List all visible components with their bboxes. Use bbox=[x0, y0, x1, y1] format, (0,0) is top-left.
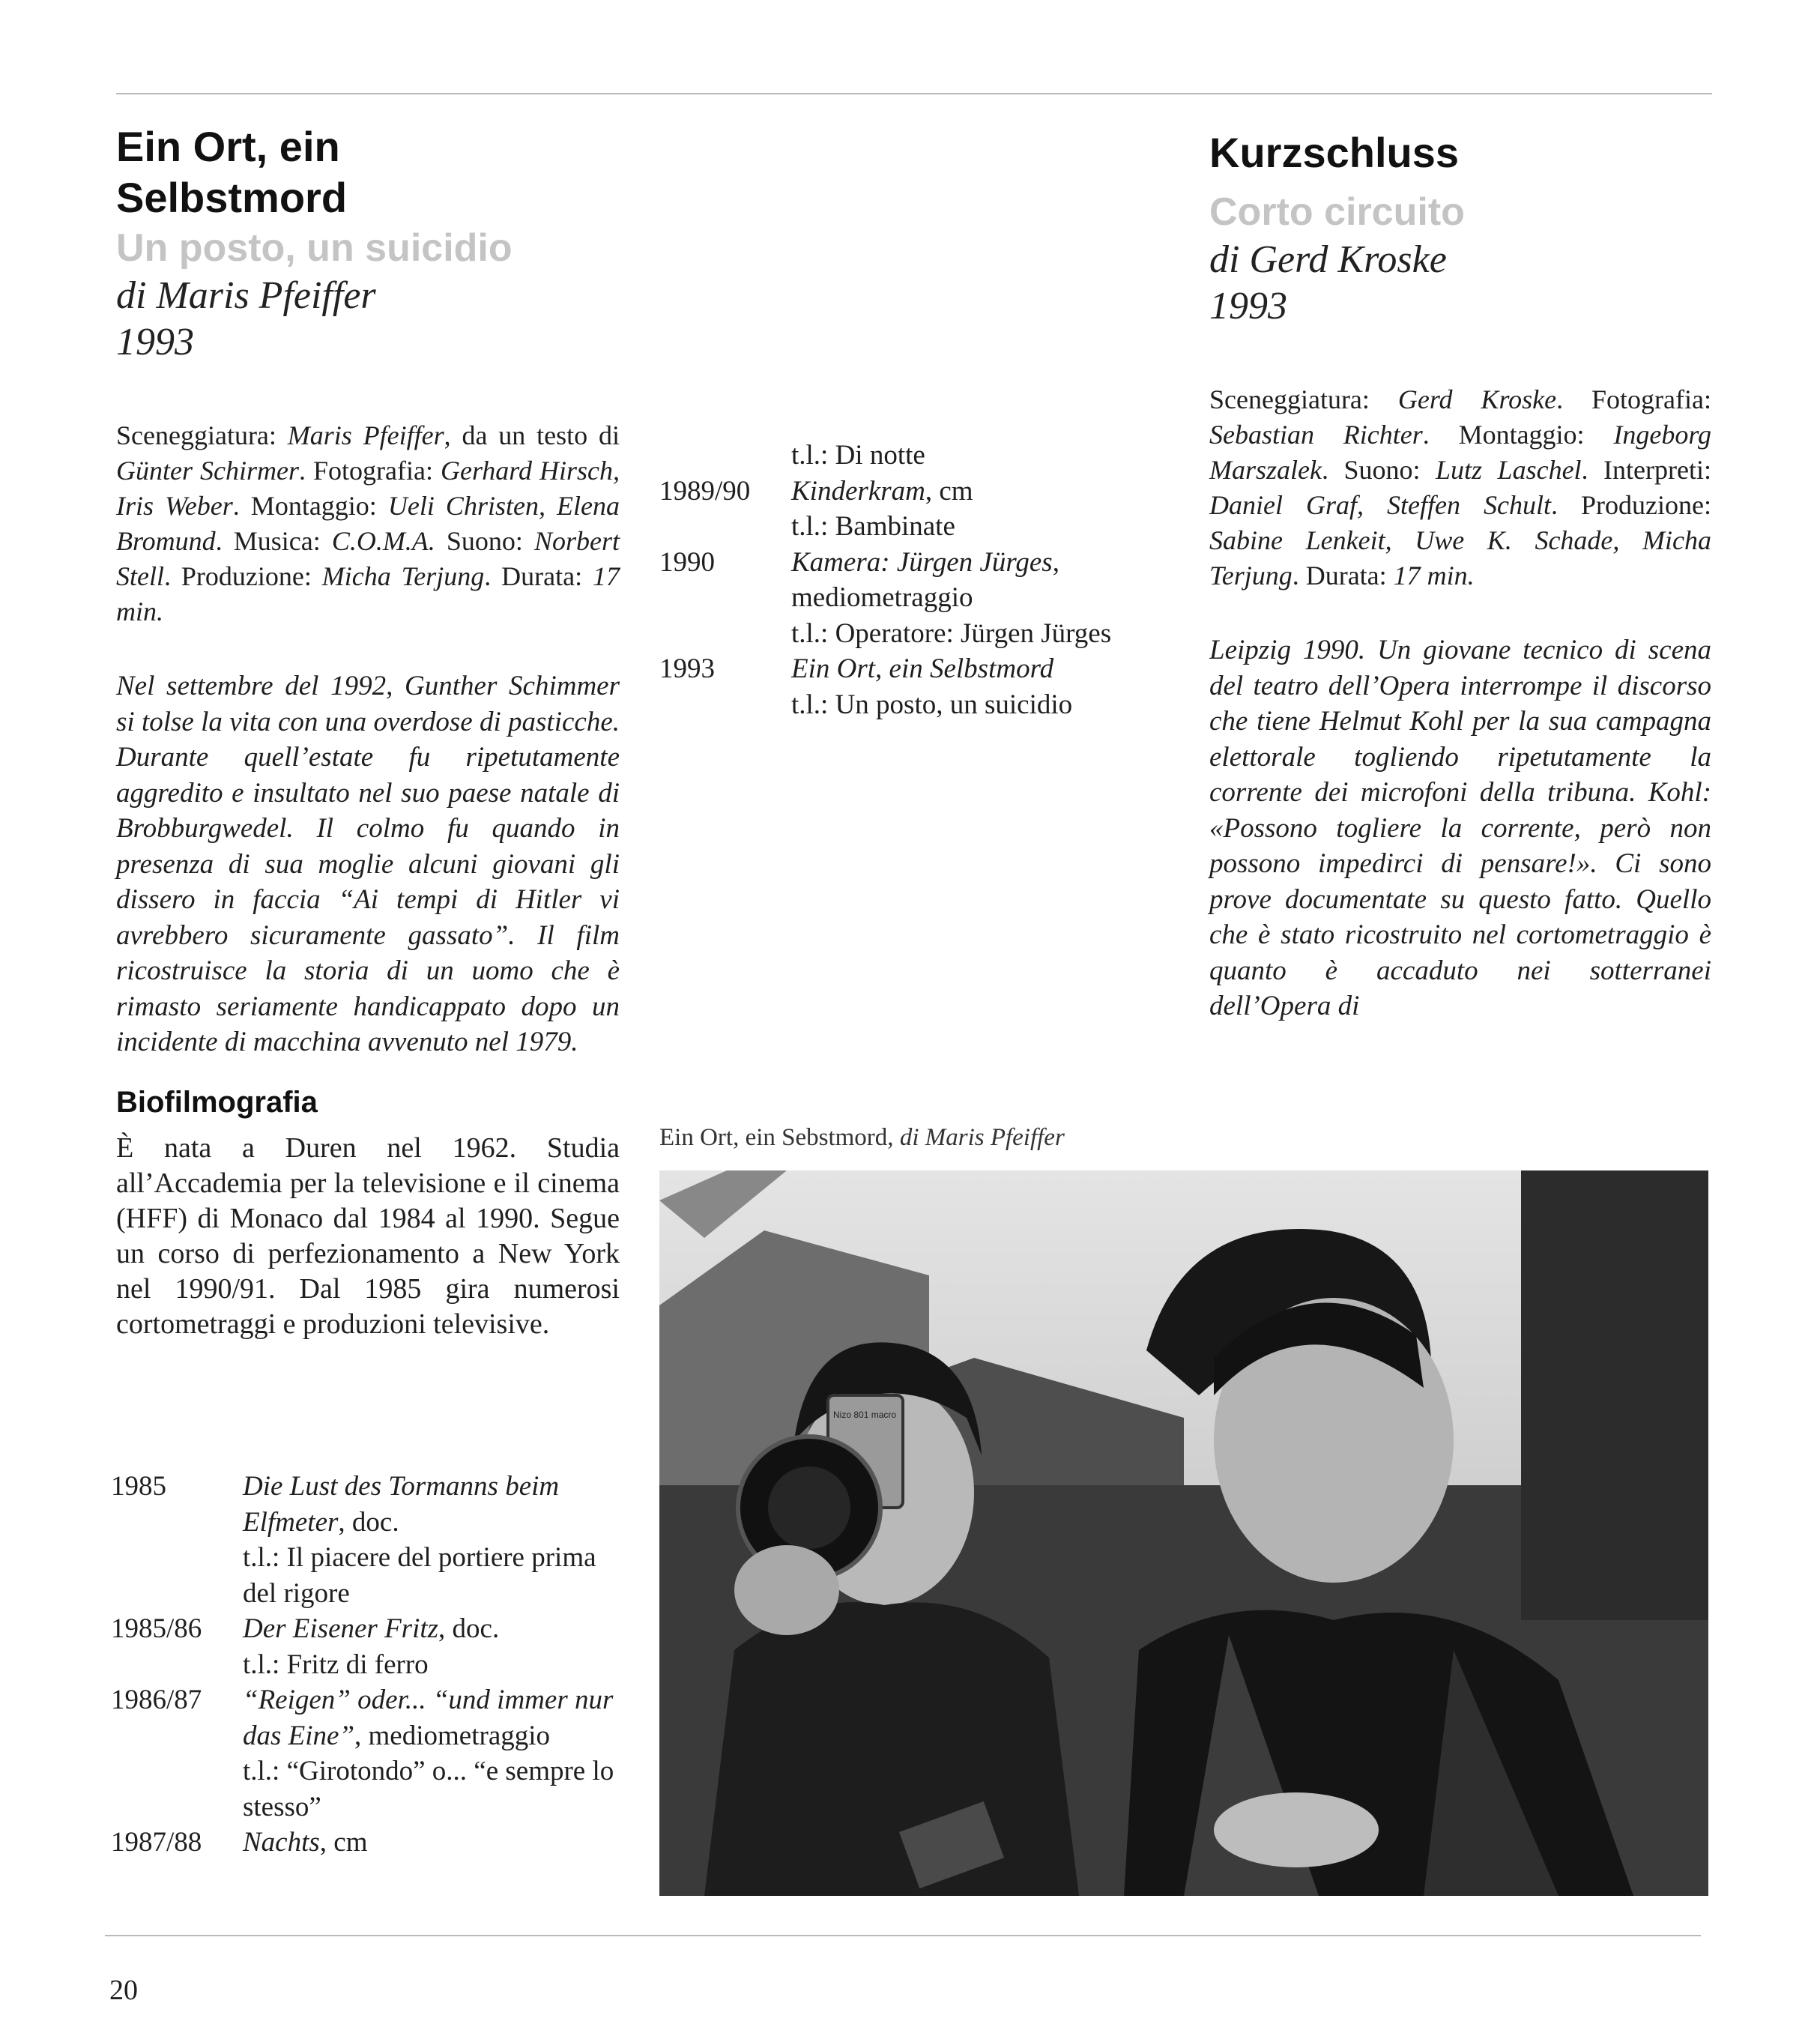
filmography-title: Kinderkram bbox=[791, 475, 925, 507]
filmography-translated-title: t.l.: “Girotondo” o... “e sempre lo stesso” bbox=[243, 1756, 614, 1822]
filmography-title: Ein Ort, ein Selbstmord bbox=[791, 653, 1054, 684]
filmography-translated-title: t.l.: Fritz di ferro bbox=[243, 1649, 429, 1680]
credit-value: Daniel Graf, Steffen Schult bbox=[1209, 490, 1551, 520]
filmography-title: “Reigen” oder... “und immer nur das Eine” bbox=[243, 1685, 614, 1751]
credits-kurzschluss bbox=[1209, 382, 1711, 593]
filmography-format: , mediometraggio bbox=[791, 546, 1059, 613]
filmography-format: , doc. bbox=[438, 1613, 500, 1644]
filmography-translated-title: t.l.: Operatore: Jürgen Jürges bbox=[791, 617, 1112, 649]
filmography-year bbox=[659, 438, 791, 474]
filmography-text bbox=[791, 545, 1169, 652]
credit-value: Micha Terjung bbox=[321, 561, 485, 591]
credit-label: . Suono: bbox=[1321, 455, 1436, 485]
filmography-title: Kamera: Jürgen Jürges bbox=[791, 546, 1053, 578]
filmography-entry bbox=[111, 1469, 620, 1611]
filmography-format: , doc. bbox=[338, 1506, 399, 1538]
right-column bbox=[1209, 127, 1711, 1024]
credit-label: Sceneggiatura: bbox=[1209, 384, 1398, 414]
filmography-entry bbox=[111, 1611, 620, 1682]
filmography-translated-title: t.l.: Il piacere del portiere prima del rigore bbox=[243, 1542, 596, 1609]
credit-label: . Durata: bbox=[1292, 561, 1394, 590]
photo-caption-title: Ein Ort, ein Sebstmord, bbox=[659, 1124, 900, 1151]
filmography-year: 1985 bbox=[111, 1471, 166, 1502]
credit-label: Suono: bbox=[435, 526, 534, 556]
credit-label: . Produzione: bbox=[163, 561, 322, 591]
bottom-rule bbox=[105, 1935, 1701, 1936]
photo-caption-credit: di Maris Pfeiffer bbox=[899, 1124, 1065, 1151]
credit-value: Sabine Lenkeit, Uwe K. Schade, Micha Terjung bbox=[1209, 525, 1711, 590]
film-still-photo bbox=[659, 1170, 1708, 1896]
filmography-translated-title: t.l.: Un posto, un suicidio bbox=[791, 689, 1073, 720]
filmography-text bbox=[243, 1469, 620, 1611]
director-kroske: di Gerd Kroske bbox=[1209, 238, 1447, 281]
credit-value: Lutz Laschel bbox=[1436, 455, 1582, 485]
filmography-year: 1987/88 bbox=[111, 1827, 202, 1858]
filmography-entry bbox=[659, 651, 1169, 722]
filmography-text bbox=[243, 1825, 620, 1861]
filmography-year: 1990 bbox=[659, 546, 715, 578]
credit-label: . Montaggio: bbox=[232, 491, 388, 521]
credit-label: . Interpreti: bbox=[1581, 455, 1711, 485]
photo-caption bbox=[659, 1123, 1184, 1153]
filmography-year: 1985/86 bbox=[111, 1613, 202, 1644]
credit-label: , da un testo di bbox=[444, 420, 620, 450]
year-kroske: 1993 bbox=[1209, 285, 1287, 327]
synopsis: Nel settembre del 1992, Gunther Schimmer si tolse la vita con una overdose di pasticche. Durante quell’estate fu ripetutamente aggredito e insultato nel suo paese natale di Brobburgwedel. Il colmo fu quando in presenza di sua moglie alcuni giovani gli dissero in faccia “Ai tempi di Hitler vi avrebbero sicuramente gassato”. Il film ricostruisce la storia di un uomo che è rimasto seriamente handicappato dopo un incidente di macchina avvenuto nel 1979. bbox=[116, 671, 620, 1057]
filmography-text bbox=[243, 1682, 620, 1825]
credit-value: Günter Schirmer bbox=[116, 456, 299, 486]
filmography-translated-title: t.l.: Di notte bbox=[791, 440, 925, 471]
credit-value: 17 min. bbox=[116, 561, 620, 626]
filmography-text bbox=[791, 438, 1169, 474]
credit-value: Maris Pfeiffer bbox=[287, 420, 444, 450]
credit-label: . Fotografia: bbox=[298, 456, 441, 486]
credit-label: . Durata: bbox=[484, 561, 593, 591]
film-title-kurzschluss: Kurzschluss bbox=[1209, 129, 1459, 176]
filmography-entry bbox=[659, 438, 1169, 474]
credit-value: Gerd Kroske bbox=[1397, 384, 1557, 414]
filmography-title: Der Eisener Fritz bbox=[243, 1613, 439, 1644]
credit-value: Gerhard Hirsch, Iris Weber bbox=[116, 456, 620, 521]
credit-value: Ueli Christen, Elena Bromund bbox=[116, 491, 620, 556]
page-number: 20 bbox=[109, 1975, 138, 2006]
credit-value: Sebastian Richter bbox=[1209, 420, 1423, 450]
filmography-entry bbox=[111, 1682, 620, 1825]
film-subtitle: Un posto, un suicidio bbox=[116, 226, 513, 270]
filmography-entry bbox=[659, 545, 1169, 652]
credit-value: Norbert Stell bbox=[116, 526, 620, 591]
camera-label: Nizo 801 macro bbox=[833, 1410, 897, 1420]
credit-label: . Montaggio: bbox=[1422, 420, 1614, 450]
filmography-list bbox=[111, 1469, 620, 1861]
filmography-translated-title: t.l.: Bambinate bbox=[791, 511, 955, 542]
credit-value: 17 min. bbox=[1393, 561, 1475, 590]
filmography-format: , mediometraggio bbox=[354, 1720, 551, 1751]
film-subtitle-corto-circuito: Corto circuito bbox=[1209, 190, 1465, 234]
filmography-list-continued bbox=[659, 438, 1169, 722]
filmography-title: Nachts bbox=[243, 1827, 320, 1858]
left-column bbox=[116, 121, 620, 1342]
credit-label: . Fotografia: bbox=[1556, 384, 1711, 414]
credit-value: C.O.M.A. bbox=[331, 526, 435, 556]
filmography-format: , cm bbox=[319, 1827, 368, 1858]
synopsis-kurzschluss: Leipzig 1990. Un giovane tecnico di scena del teatro dell’Opera interrompe il discorso che tiene Helmut Kohl per la sua campagna elettorale togliendo ripetutamente la corrente dei microfoni della tribuna. Kohl: «Possono togliere la corrente, però non possono impedirci di pensare!». Ci sono prove documentate su questo fatto. Quello che è stato ricostruito nel cortometraggio è quanto è accaduto nei sotterranei dell’Opera di bbox=[1209, 635, 1711, 1021]
year: 1993 bbox=[116, 321, 194, 363]
section-heading-biofilmografia: Biofilmografia bbox=[116, 1085, 318, 1119]
credit-value: Ingeborg Marszalek bbox=[1209, 420, 1712, 485]
credit-label: Sceneggiatura: bbox=[116, 420, 288, 450]
filmography-text bbox=[791, 474, 1169, 545]
filmography-year: 1989/90 bbox=[659, 475, 751, 507]
filmography-entry bbox=[111, 1825, 620, 1861]
filmography-year: 1993 bbox=[659, 653, 715, 684]
film-still-illustration bbox=[659, 1170, 1708, 1896]
film-title-line1: Ein Ort, ein bbox=[116, 123, 340, 170]
credit-label: . Musica: bbox=[215, 526, 332, 556]
filmography-title: Die Lust des Tormanns beim Elfmeter bbox=[243, 1471, 560, 1538]
filmography-text bbox=[243, 1611, 620, 1682]
biography: È nata a Duren nel 1962. Studia all’Accademia per la televisione e il cinema (HFF) di Monaco dal 1984 al 1990. Segue un corso di perfezionamento a New York nel 1990/91. Dal 1985 gira numerosi cortometraggi e produzioni televisive. bbox=[116, 1132, 620, 1340]
director: di Maris Pfeiffer bbox=[116, 274, 376, 317]
film-title-line2: Selbstmord bbox=[116, 174, 348, 221]
filmography-format: , cm bbox=[925, 475, 973, 507]
film-title bbox=[116, 121, 620, 223]
top-rule bbox=[116, 93, 1712, 94]
credits bbox=[116, 418, 620, 629]
filmography-entry bbox=[659, 474, 1169, 545]
filmography-text bbox=[791, 651, 1169, 722]
filmography-year: 1986/87 bbox=[111, 1685, 202, 1715]
credit-label: . Produzione: bbox=[1551, 490, 1711, 520]
